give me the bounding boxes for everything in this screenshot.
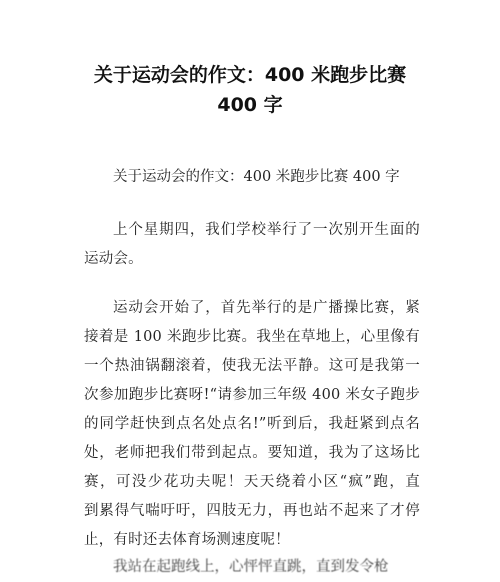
paragraph-line: 次参加跑步比赛呀!“请参加三年级 400 米女子跑步 bbox=[84, 387, 420, 403]
title-line-1: 关于运动会的作文：400 米跑步比赛 bbox=[93, 64, 407, 86]
paragraph-line: 的同学赶快到点名处点名!”听到后，我赶紧到点名 bbox=[84, 416, 420, 432]
document-title bbox=[60, 60, 440, 120]
paragraph-3-partial bbox=[84, 553, 420, 575]
paragraph-line: 运动会开始了，首先举行的是广播操比赛，紧 bbox=[113, 300, 420, 316]
paragraph-line: 赛，可没少花功夫呢！天天绕着小区“疯”跑，直 bbox=[84, 474, 420, 490]
paragraph-line: 我站在起跑线上，心怦怦直跳，直到发令枪 bbox=[113, 559, 389, 575]
paragraph-line: 接着是 100 米跑步比赛。我坐在草地上，心里像有 bbox=[84, 329, 420, 345]
paragraph-line: 一个热油锅翻滚着，使我无法平静。这可是我第一 bbox=[84, 358, 420, 374]
paragraph-line: 到累得气喘吁吁，四肢无力，再也站不起来了才停 bbox=[84, 503, 420, 519]
paragraph-line: 处，老师把我们带到起点。要知道，我为了这场比 bbox=[84, 445, 420, 461]
title-line-2: 400 字 bbox=[217, 94, 283, 116]
paragraph-line: 止，有时还去体育场测速度呢！ bbox=[84, 532, 290, 548]
paragraph-line: 上个星期四，我们学校举行了一次别开生面的 bbox=[113, 222, 420, 238]
paragraph-line: 运动会。 bbox=[84, 251, 143, 267]
document-subtitle: 关于运动会的作文：400 米跑步比赛 400 字 bbox=[113, 169, 400, 185]
paragraph-2 bbox=[84, 294, 420, 555]
paragraph-1 bbox=[84, 216, 420, 274]
